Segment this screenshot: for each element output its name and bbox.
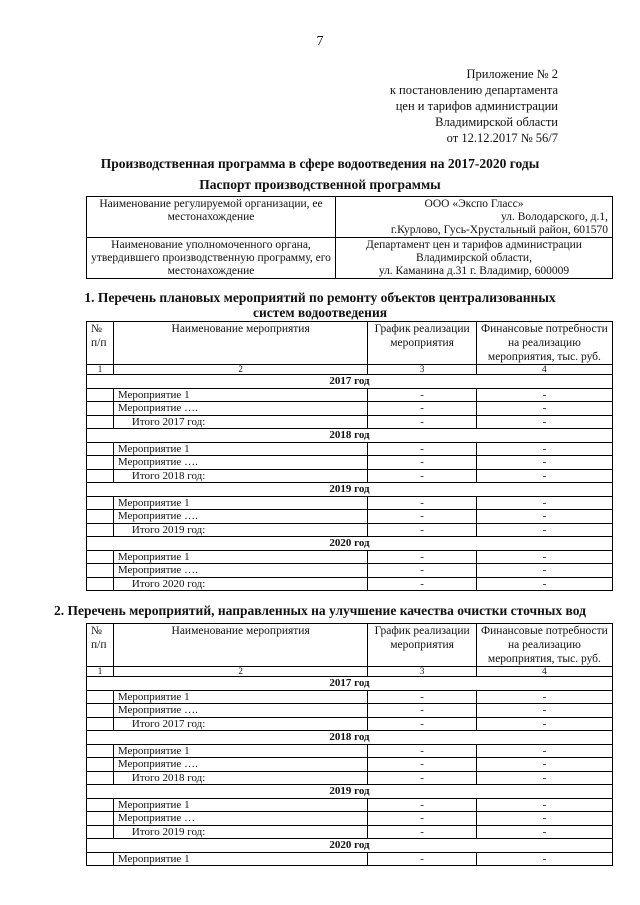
finance-cell: - [476,402,612,416]
table-row: Мероприятие …. [113,564,367,578]
finance-cell: - [476,744,612,758]
total-row: Итого 2020 год: [113,577,367,591]
year-row: 2019 год [87,483,613,497]
schedule-cell: - [368,510,476,524]
col-number: 1 [87,365,114,375]
table-row: Мероприятие 1 [113,744,367,758]
finance-cell: - [476,690,612,704]
header-num: № п/п [87,322,114,365]
schedule-cell: - [368,771,476,785]
table-row: Мероприятие 1 [113,388,367,402]
schedule-cell: - [368,442,476,456]
finance-cell: - [476,564,612,578]
table-row: Мероприятие … [113,812,367,826]
schedule-cell: - [368,717,476,731]
table-repair-plan [86,321,613,591]
finance-cell: - [476,798,612,812]
table-row: Мероприятие …. [113,704,367,718]
col-number: 4 [476,667,612,677]
finance-cell: - [476,771,612,785]
col-number: 2 [113,365,367,375]
header-finance: Финансовые потребности на реализацию мероприятия, тыс. руб. [476,322,612,365]
table-row: Мероприятие …. [113,402,367,416]
table-row: Мероприятие 1 [113,852,367,866]
schedule-cell: - [368,798,476,812]
schedule-cell: - [368,469,476,483]
total-row: Итого 2017 год: [113,415,367,429]
schedule-cell: - [368,690,476,704]
passport-table [86,196,613,279]
schedule-cell: - [368,456,476,470]
finance-cell: - [476,758,612,772]
col-number: 3 [368,365,476,375]
col-number: 3 [368,667,476,677]
finance-cell: - [476,717,612,731]
finance-cell: - [476,415,612,429]
schedule-cell: - [368,550,476,564]
authority-value-line: ул. Каманина д.31 г. Владимир, 600009 [378,265,570,277]
table-row: Мероприятие …. [113,456,367,470]
schedule-cell: - [368,744,476,758]
org-value-line: ООО «Экспо Гласс» [424,198,524,210]
year-row: 2018 год [87,429,613,443]
passport-title: Паспорт производственной программы [199,177,441,192]
header-schedule: График реализации мероприятия [368,624,476,667]
finance-cell: - [476,388,612,402]
col-number: 4 [476,365,612,375]
appendix-line: к постановлению департамента [389,83,558,97]
schedule-cell: - [368,496,476,510]
total-row: Итого 2017 год: [113,717,367,731]
schedule-cell: - [368,388,476,402]
schedule-cell: - [368,577,476,591]
table-row: Мероприятие 1 [113,442,367,456]
col-number: 1 [87,667,114,677]
authority-value-line: Департамент цен и тарифов администрации [366,239,582,251]
section2-title: 2. Перечень мероприятий, направленных на улучшение качества очистки сточных вод [54,603,586,618]
finance-cell: - [476,510,612,524]
schedule-cell: - [368,758,476,772]
main-title: Производственная программа в сфере водоотведения на 2017-2020 годы [100,156,540,171]
total-row: Итого 2019 год: [113,523,367,537]
appendix-line: Приложение № 2 [466,67,558,81]
finance-cell: - [476,825,612,839]
finance-cell: - [476,456,612,470]
year-row: 2018 год [87,731,613,745]
org-label: Наименование регулируемой организации, ее местонахождение [87,197,336,238]
finance-cell: - [476,523,612,537]
finance-cell: - [476,550,612,564]
table-row: Мероприятие …. [113,510,367,524]
col-number: 2 [113,667,367,677]
finance-cell: - [476,704,612,718]
section1-title-cont: систем водоотведения [252,305,388,320]
authority-label: Наименование уполномоченного органа, утвердившего производственную программу, его местонахождение [87,238,336,279]
finance-cell: - [476,577,612,591]
section1-title: 1. Перечень плановых мероприятий по ремонту объектов централизованных [84,290,556,305]
year-row: 2017 год [87,677,613,691]
year-row: 2020 год [87,839,613,853]
schedule-cell: - [368,402,476,416]
header-schedule: График реализации мероприятия [368,322,476,365]
finance-cell: - [476,442,612,456]
authority-value [336,238,613,279]
appendix-block [390,66,558,146]
schedule-cell: - [368,852,476,866]
authority-value-line: Владимирской области, [416,252,532,264]
appendix-line: Владимирской области [435,115,558,129]
year-row: 2020 год [87,537,613,551]
table-row: Мероприятие …. [113,758,367,772]
schedule-cell: - [368,415,476,429]
schedule-cell: - [368,825,476,839]
schedule-cell: - [368,523,476,537]
total-row: Итого 2018 год: [113,469,367,483]
year-row: 2017 год [87,375,613,389]
finance-cell: - [476,852,612,866]
table-row: Мероприятие 1 [113,798,367,812]
header-finance: Финансовые потребности на реализацию мероприятия, тыс. руб. [476,624,612,667]
table-row: Мероприятие 1 [113,550,367,564]
table-row: Мероприятие 1 [113,496,367,510]
finance-cell: - [476,469,612,483]
appendix-line: от 12.12.2017 № 56/7 [446,131,558,145]
page-number: 7 [316,34,324,49]
year-row: 2019 год [87,785,613,799]
total-row: Итого 2018 год: [113,771,367,785]
org-value-line: г.Курлово, Гусь-Хрустальный район, 601570 [390,224,608,236]
table-row: Мероприятие 1 [113,690,367,704]
header-name: Наименование мероприятия [113,322,367,365]
appendix-line: цен и тарифов администрации [395,99,558,113]
total-row: Итого 2019 год: [113,825,367,839]
schedule-cell: - [368,564,476,578]
org-value [336,197,613,238]
schedule-cell: - [368,704,476,718]
finance-cell: - [476,496,612,510]
schedule-cell: - [368,812,476,826]
header-num: № п/п [87,624,114,667]
header-name: Наименование мероприятия [113,624,367,667]
table-treatment-quality [86,623,613,866]
org-value-line: ул. Володарского, д.1, [500,211,608,223]
finance-cell: - [476,812,612,826]
